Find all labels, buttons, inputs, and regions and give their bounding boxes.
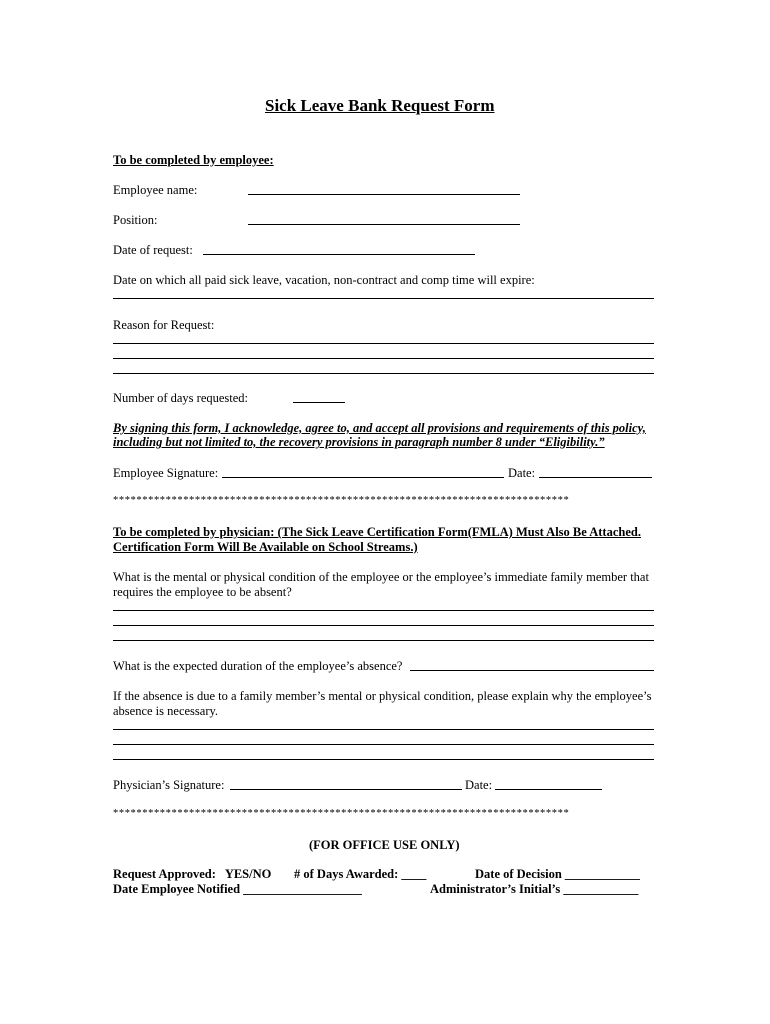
condition-question-line1: What is the mental or physical condition of the employee or the employee’s immediate family member that bbox=[113, 570, 649, 584]
employee-section-heading: To be completed by employee: bbox=[113, 153, 274, 167]
family-answer-line[interactable] bbox=[113, 744, 654, 745]
physician-date-field[interactable] bbox=[495, 789, 602, 790]
employee-name-field[interactable] bbox=[248, 194, 520, 195]
request-approved-field: Request Approved: YES/NO bbox=[113, 867, 272, 881]
section-separator: ****************************************************************************** bbox=[113, 808, 570, 819]
condition-answer-line[interactable] bbox=[113, 640, 654, 641]
reason-answer-line[interactable] bbox=[113, 343, 654, 344]
date-of-request-field[interactable] bbox=[203, 254, 475, 255]
position-field[interactable] bbox=[248, 224, 520, 225]
condition-answer-line[interactable] bbox=[113, 625, 654, 626]
physician-section-heading-line1: To be completed by physician: (The Sick Leave Certification Form(FMLA) Must Also Be Attached. bbox=[113, 525, 641, 539]
date-employee-notified-field: Date Employee Notified ___________________ bbox=[113, 882, 362, 896]
condition-answer-line[interactable] bbox=[113, 610, 654, 611]
reason-answer-line[interactable] bbox=[113, 358, 654, 359]
duration-question: What is the expected duration of the employee’s absence? bbox=[113, 659, 403, 673]
acknowledgement-text-line2: including but not limited to, the recovery provisions in paragraph number 8 under “Eligibility.” bbox=[113, 435, 605, 449]
section-separator: ****************************************************************************** bbox=[113, 495, 570, 506]
date-of-request-label: Date of request: bbox=[113, 243, 193, 257]
physician-signature-field[interactable] bbox=[230, 789, 462, 790]
condition-question-line2: requires the employee to be absent? bbox=[113, 585, 292, 599]
family-answer-line[interactable] bbox=[113, 759, 654, 760]
office-use-heading: (FOR OFFICE USE ONLY) bbox=[309, 838, 460, 852]
date-of-decision-field: Date of Decision ____________ bbox=[475, 867, 640, 881]
days-awarded-field: # of Days Awarded: ____ bbox=[294, 867, 427, 881]
duration-answer-field[interactable] bbox=[410, 670, 654, 671]
administrator-initials-field: Administrator’s Initial’s ____________ bbox=[430, 882, 639, 896]
physician-section-heading-line2: Certification Form Will Be Available on School Streams.) bbox=[113, 540, 418, 554]
acknowledgement-text-line1: By signing this form, I acknowledge, agree to, and accept all provisions and requirements of this policy, bbox=[113, 421, 646, 435]
family-question-line2: absence is necessary. bbox=[113, 704, 219, 718]
family-question-line1: If the absence is due to a family member’s mental or physical condition, please explain why the employee’s bbox=[113, 689, 652, 703]
employee-date-field[interactable] bbox=[539, 477, 652, 478]
reason-label: Reason for Request: bbox=[113, 318, 215, 332]
expiry-question: Date on which all paid sick leave, vacation, non-contract and comp time will expire: bbox=[113, 273, 535, 287]
employee-date-label: Date: bbox=[508, 466, 536, 480]
form-title: Sick Leave Bank Request Form bbox=[265, 96, 495, 115]
reason-answer-line[interactable] bbox=[113, 373, 654, 374]
days-requested-field[interactable] bbox=[293, 402, 345, 403]
position-label: Position: bbox=[113, 213, 158, 227]
family-answer-line[interactable] bbox=[113, 729, 654, 730]
physician-date-label: Date: bbox=[465, 778, 493, 792]
expiry-answer-line[interactable] bbox=[113, 298, 654, 299]
physician-signature-label: Physician’s Signature: bbox=[113, 778, 225, 792]
employee-signature-field[interactable] bbox=[222, 477, 504, 478]
days-requested-label: Number of days requested: bbox=[113, 391, 249, 405]
employee-signature-label: Employee Signature: bbox=[113, 466, 219, 480]
employee-name-label: Employee name: bbox=[113, 183, 198, 197]
